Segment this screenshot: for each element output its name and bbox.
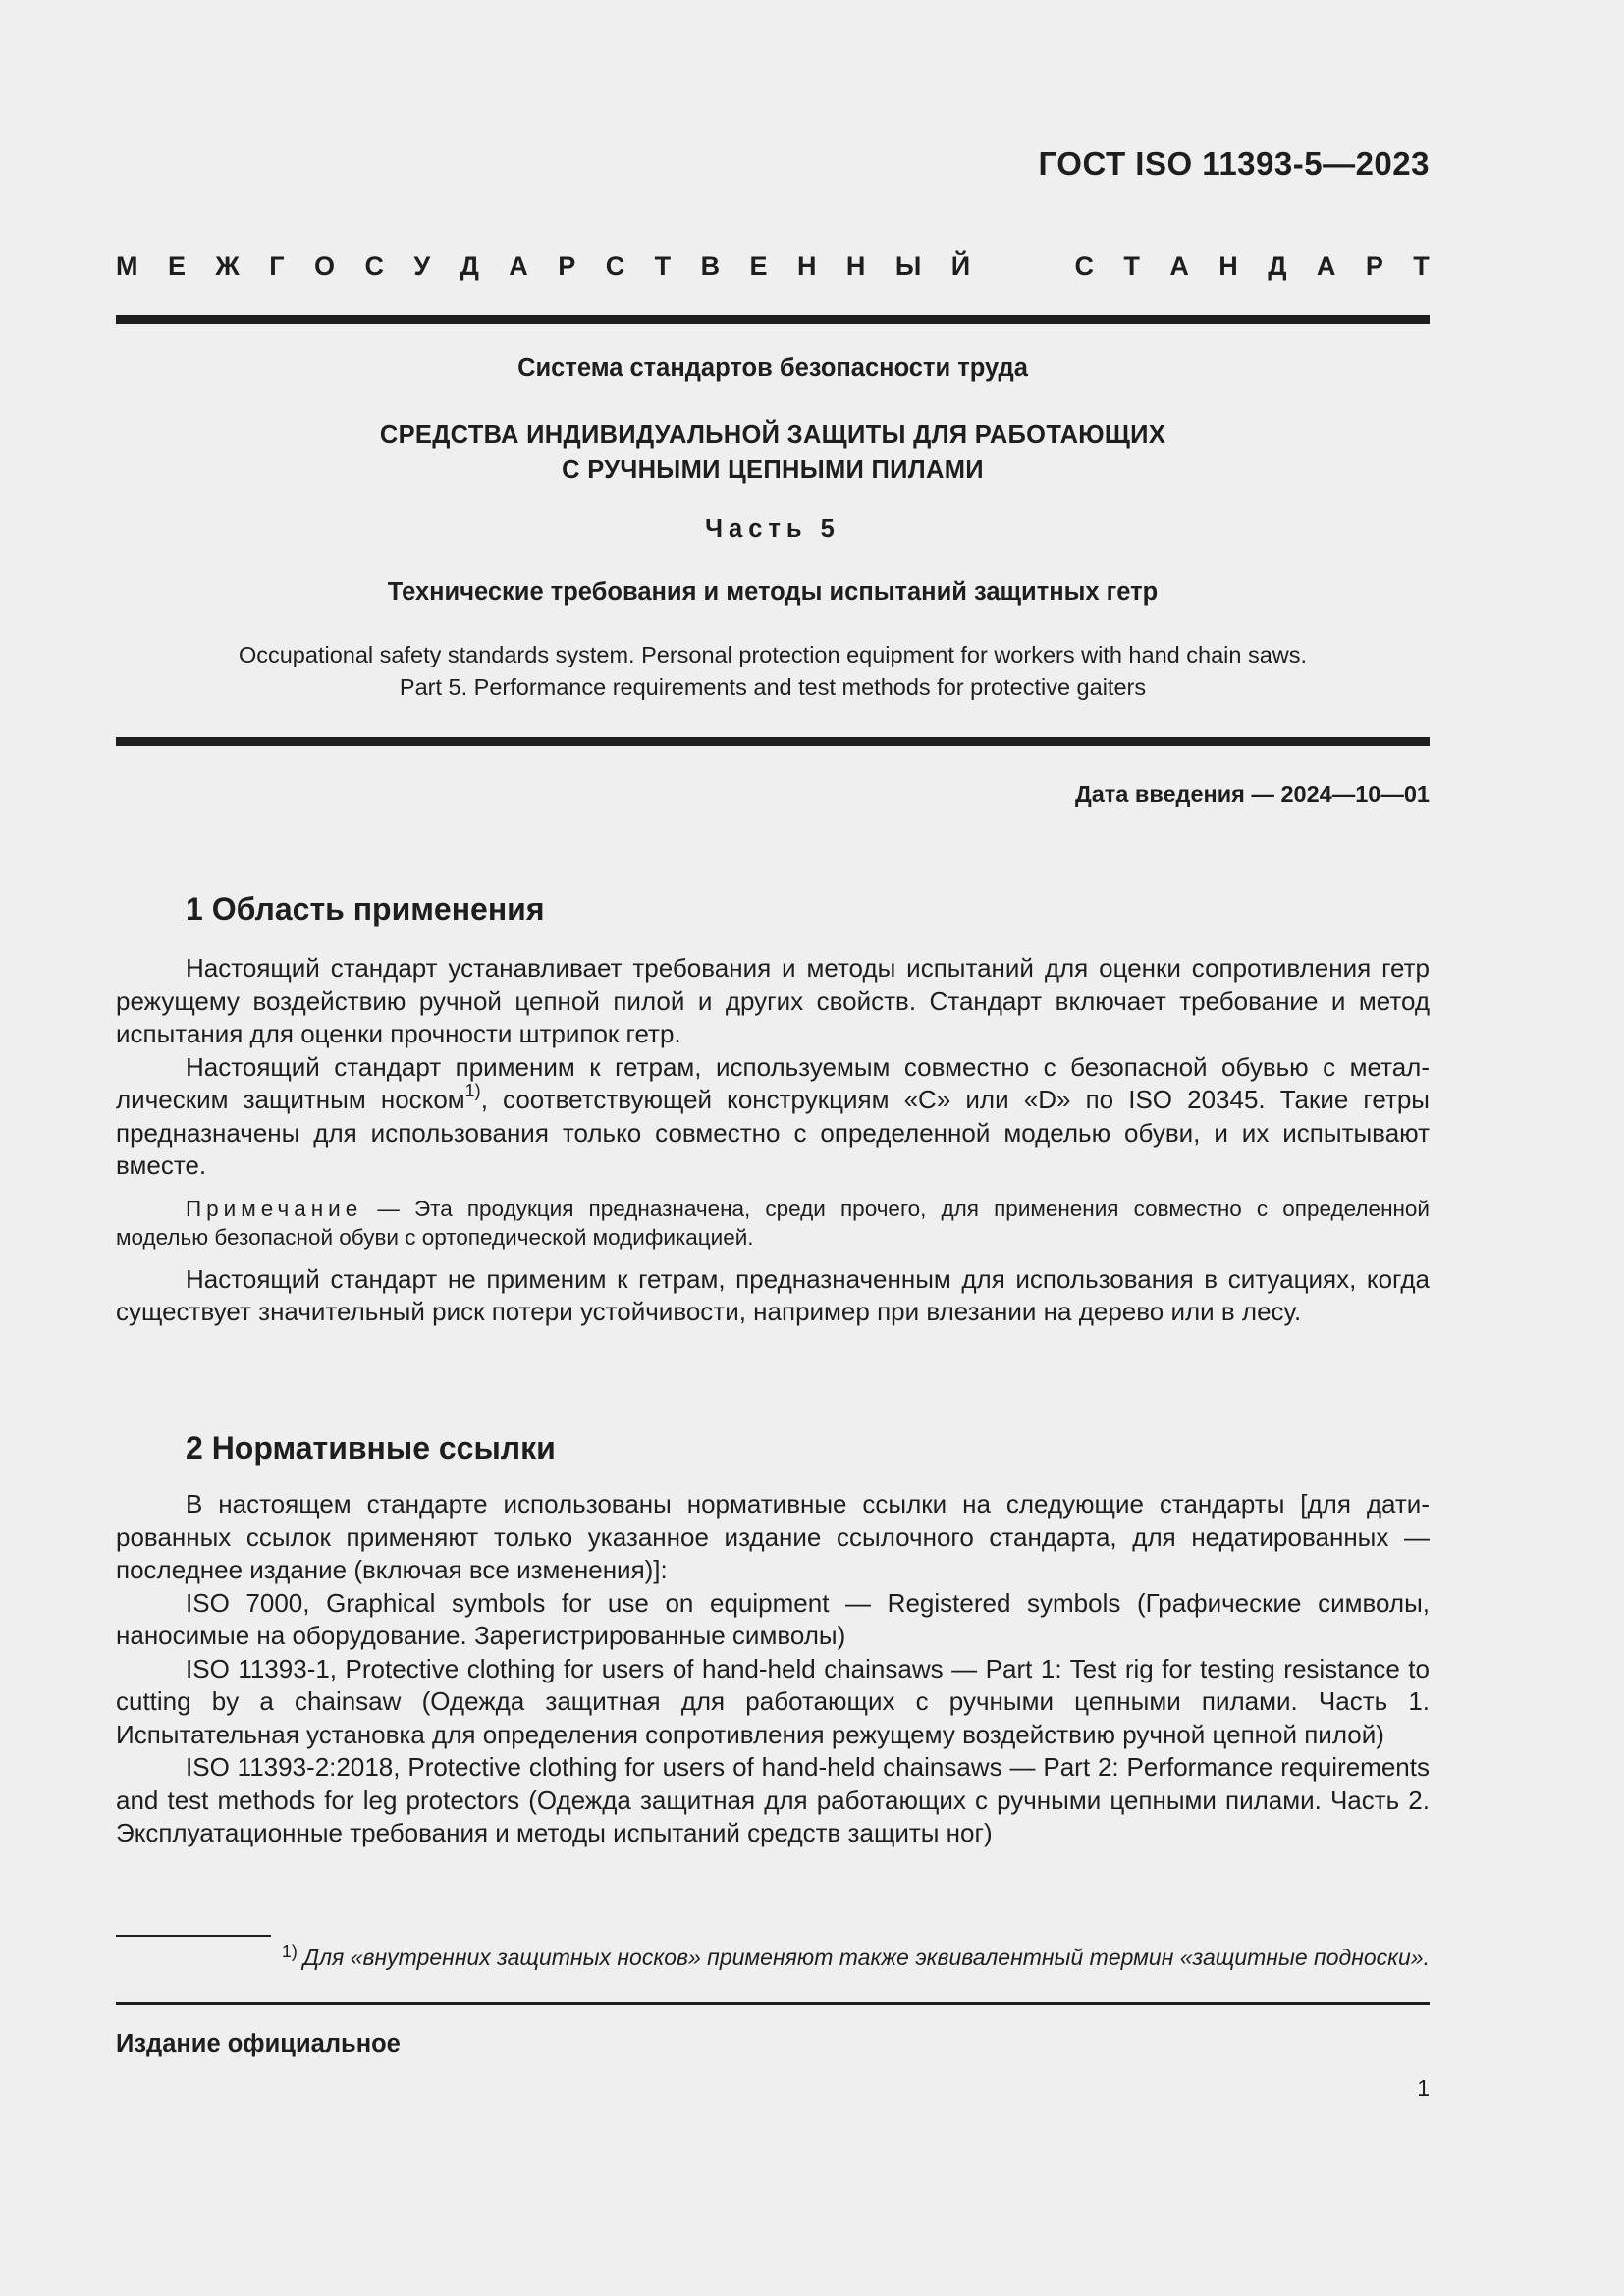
main-title-line-1: СРЕДСТВА ИНДИВИДУАЛЬНОЙ ЗАЩИТЫ ДЛЯ РАБОТАЮЩИХ (379, 421, 1166, 449)
interstate-heading-letter (1038, 251, 1046, 282)
footer-divider (116, 2002, 1430, 2005)
interstate-heading-letter: Е (167, 251, 186, 281)
note-text: — Эта продукция предназначена, среди прочего, для применения совместно с определенной моделью безопасной обуви с ортопедической модификацией. (116, 1196, 1430, 1250)
section-1-paragraph-3: Настоящий стандарт не применим к гетрам, предназначенным для использования в ситуациях, когда существует значительный риск потери устойчивости, например при влезании на дерево или в лесу. (116, 1263, 1430, 1326)
english-title-line-2: Part 5. Performance requirements and test methods for protective gaiters (399, 674, 1147, 700)
interstate-heading-letter (1001, 251, 1008, 282)
main-title-line-2: С РУЧНЫМИ ЦЕПНЫМИ ПИЛАМИ (562, 456, 984, 484)
interstate-heading-letter: Ж (215, 251, 240, 281)
interstate-heading-letter: Д (1268, 251, 1287, 281)
standard-code: ГОСТ ISO 11393-5—2023 (1038, 145, 1430, 182)
section-1-paragraph-2 (116, 1051, 1430, 1183)
section-2-body (116, 1488, 1430, 1850)
footnote (116, 1942, 1430, 1971)
introduction-date: Дата введения — 2024—10—01 (1074, 781, 1430, 807)
footnote-separator (116, 1935, 271, 1937)
interstate-heading-letter: Ы (894, 251, 922, 281)
title-bottom-divider (116, 737, 1430, 746)
section-1-body (116, 952, 1430, 1329)
interstate-heading-letter: Р (558, 251, 576, 281)
english-title (116, 639, 1430, 704)
english-title-line-1: Occupational safety standards system. Personal protection equipment for workers with hand chain saws. (238, 642, 1308, 667)
interstate-heading-letter: Н (845, 251, 866, 281)
section-2-heading: 2 Нормативные ссылки (186, 1430, 556, 1466)
document-subtitle: Технические требования и методы испытаний защитных гетр (387, 578, 1159, 606)
interstate-heading-letter: В (700, 251, 721, 281)
part-label: Часть 5 (705, 515, 840, 543)
interstate-heading-letter: Й (950, 251, 971, 281)
interstate-heading-letter: О (313, 251, 335, 281)
interstate-heading-letter: А (1316, 251, 1336, 281)
interstate-heading-letter: С (1074, 251, 1094, 281)
footnote-marker: 1) (281, 1942, 298, 1961)
interstate-heading-letter: А (1169, 251, 1189, 281)
interstate-heading-letter: Н (1218, 251, 1238, 281)
interstate-heading-letter: Д (460, 251, 479, 281)
top-divider (116, 315, 1430, 324)
interstate-heading-letter: Р (1365, 251, 1383, 281)
official-edition-label: Издание официальное (116, 2030, 401, 2057)
footnote-text: Для «внутренних защитных носков» применяют также эквивалентный термин «защитные подноски». (302, 1945, 1430, 1970)
reference-item: ISO 11393-1, Protective clothing for users of hand-held chainsaws — Part 1: Test rig for testing resistance to cutting by a chainsaw (Одежда защитная для работающих с ручными цепными пилами. Часть 1. Испытательная установка для определения сопротивления режущему воздействию ручной цепной пилой) (116, 1653, 1430, 1749)
interstate-heading-letter: С (605, 251, 625, 281)
interstate-heading-letter: Г (269, 251, 285, 281)
interstate-heading-letter: У (413, 251, 431, 281)
interstate-heading-letter: Т (1413, 251, 1430, 281)
interstate-heading-letter: Е (749, 251, 768, 281)
section-1-paragraph-1: Настоящий стандарт устанавливает требования и методы испытаний для оценки сопротивления гетр режущему воздействию ручной цепной пилой и других свойств. Стандарт включает требование и метод испытания для оценки прочности штрипок гетр. (116, 953, 1430, 1048)
standards-system-title: Система стандартов безопасности труда (517, 354, 1028, 382)
interstate-heading-letter: Т (1123, 251, 1140, 281)
paragraph-2-text-a: Настоящий стандарт применим к гетрам, используемым совместно с безопасной обувью с металлическим защитным носком (116, 1051, 1430, 1114)
footnote-reference: 1) (464, 1081, 481, 1100)
interstate-standard-heading (116, 251, 1430, 282)
section-2-paragraph-1: В настоящем стандарте использованы нормативные ссылки на следующие стандарты [для датированных ссылок применяют только указанное издание ссылочного стандарта, для недатированных — последнее издание (включая все изменения)]: (116, 1489, 1430, 1584)
reference-item: ISO 7000, Graphical symbols for use on equipment — Registered symbols (Графические символы, наносимые на оборудование. Зарегистрированные символы) (116, 1587, 1430, 1650)
note-label: Примечание (186, 1196, 363, 1221)
interstate-heading-letter: А (509, 251, 528, 281)
interstate-heading-letter: С (364, 251, 384, 281)
paragraph-2-text-b: , соответствующей конструкциям «C» или «D» по ISO 20345. Такие гетры предназначены для использования только совместно с определенной моделью обуви, и их испытывают вместе. (116, 1085, 1430, 1180)
document-main-title (116, 417, 1430, 488)
section-1-note (116, 1195, 1430, 1252)
interstate-heading-letter: М (116, 251, 138, 281)
reference-item: ISO 11393-2:2018, Protective clothing for users of hand-held chainsaws — Part 2: Performance requirements and test methods for leg protectors (Одежда защитная для работающих с ручными цепными пилами. Часть 2. Эксплуатационные требования и методы испытаний средств защиты ног) (116, 1752, 1430, 1847)
interstate-heading-letter: Н (796, 251, 817, 281)
page-number: 1 (1417, 2075, 1430, 2101)
interstate-heading-letter: Т (654, 251, 672, 281)
section-1-heading: 1 Область применения (186, 891, 545, 927)
